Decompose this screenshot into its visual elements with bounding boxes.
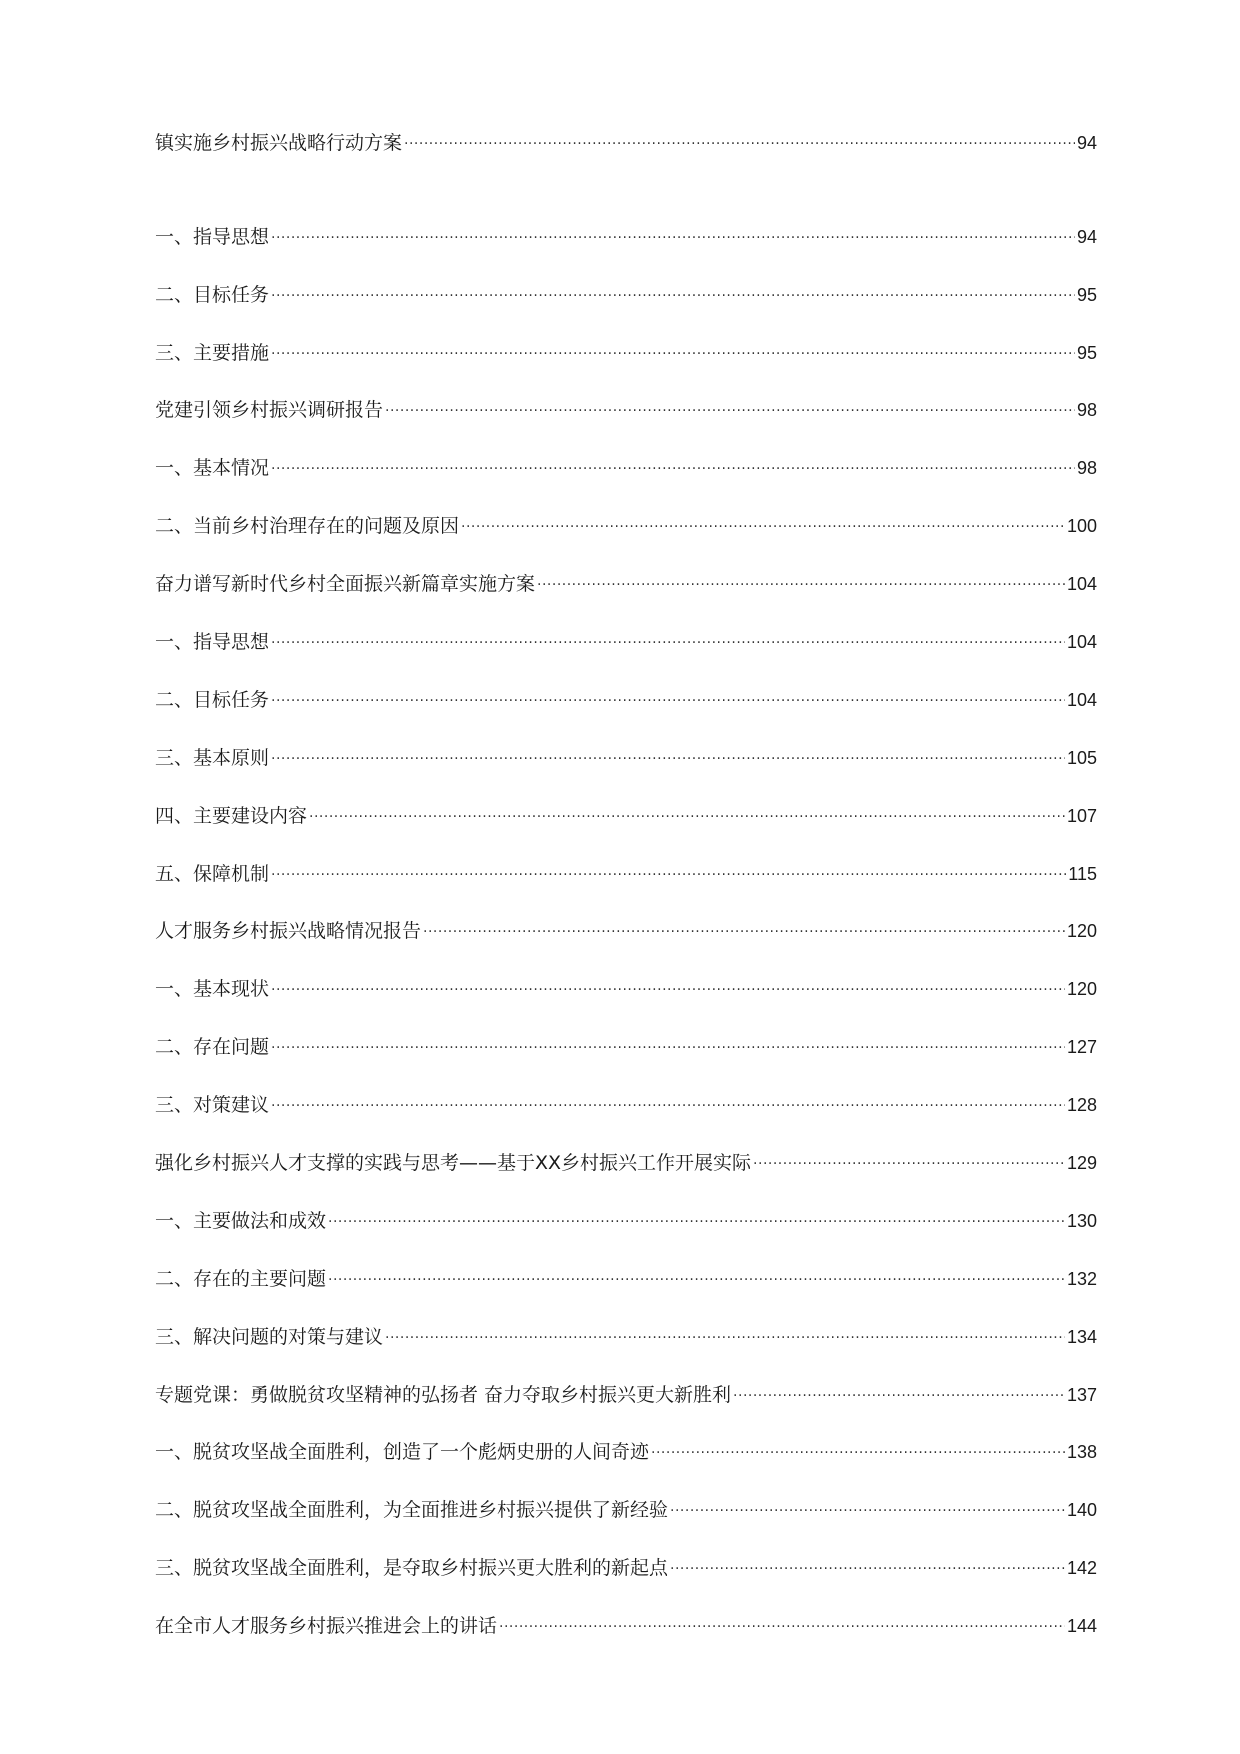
toc-dot-leader (499, 1618, 1065, 1634)
toc-entry[interactable] (155, 364, 1097, 422)
toc-entry[interactable] (155, 769, 1097, 827)
toc-page-number: 134 (1066, 1326, 1097, 1347)
toc-entry[interactable] (155, 1579, 1097, 1637)
toc-page-number: 137 (1066, 1384, 1097, 1405)
toc-page-number: 128 (1066, 1095, 1097, 1116)
toc-entry-title: 一、脱贫攻坚战全面胜利，创造了一个彪炳史册的人间奇迹 (155, 1441, 650, 1464)
toc-entry-title: 五、保障机制 (155, 862, 270, 885)
toc-entry-title: 二、存在问题 (155, 1036, 270, 1059)
toc-entry[interactable] (155, 306, 1097, 364)
toc-entry[interactable] (155, 421, 1097, 479)
toc-entry-title: 三、对策建议 (155, 1094, 270, 1117)
toc-dot-leader (328, 1213, 1065, 1229)
toc-entry-title: 人才服务乡村振兴战略情况报告 (155, 920, 422, 943)
toc-entry[interactable] (155, 248, 1097, 306)
toc-page-number: 120 (1066, 979, 1097, 1000)
toc-page-number: 94 (1076, 133, 1097, 153)
toc-page-number: 105 (1066, 747, 1097, 768)
toc-entry-title: 四、主要建设内容 (155, 804, 308, 827)
toc-page-number: 98 (1076, 400, 1097, 421)
toc-dot-leader (328, 1271, 1065, 1287)
toc-page-number: 100 (1066, 516, 1097, 537)
toc-entry-title: 一、基本现状 (155, 978, 270, 1001)
toc-page-number: 142 (1066, 1558, 1097, 1579)
toc-entry-title: 强化乡村振兴人才支撑的实践与思考——基于XX乡村振兴工作开展实际 (155, 1152, 752, 1175)
toc-dot-leader (271, 981, 1065, 997)
toc-page-number: 130 (1066, 1210, 1097, 1231)
toc-dot-leader (271, 460, 1075, 476)
toc-entry-title: 党建引领乡村振兴调研报告 (155, 399, 384, 422)
toc-dot-leader (385, 1329, 1065, 1345)
toc-page-number: 94 (1076, 226, 1097, 247)
toc-dot-leader (670, 1560, 1065, 1576)
toc-entry-title: 一、指导思想 (155, 225, 270, 248)
toc-page-number: 104 (1066, 632, 1097, 653)
toc-dot-leader (271, 345, 1075, 361)
toc-entry[interactable] (155, 942, 1097, 1000)
toc-entry[interactable] (155, 711, 1097, 769)
toc-page-number: 104 (1066, 574, 1097, 595)
toc-entry-title: 镇实施乡村振兴战略行动方案 (155, 132, 403, 154)
toc-page-number: 132 (1066, 1268, 1097, 1289)
toc-page-number: 129 (1066, 1153, 1097, 1174)
toc-entry-title: 一、主要做法和成效 (155, 1209, 327, 1232)
toc-entry-title: 三、主要措施 (155, 341, 270, 364)
toc-entry[interactable] (155, 190, 1097, 248)
toc-entry-title: 二、脱贫攻坚战全面胜利，为全面推进乡村振兴提供了新经验 (155, 1499, 669, 1522)
toc-dot-leader (753, 1155, 1065, 1171)
toc-dot-leader (385, 402, 1075, 418)
toc-dot-leader (423, 923, 1065, 939)
toc-page-number: 127 (1066, 1037, 1097, 1058)
toc-entry[interactable] (155, 1406, 1097, 1464)
toc-entry[interactable] (155, 1000, 1097, 1058)
table-of-contents (155, 132, 1097, 1637)
toc-dot-leader (271, 692, 1065, 708)
toc-entry[interactable] (155, 1058, 1097, 1116)
toc-dot-leader (271, 634, 1065, 650)
toc-entry[interactable] (155, 537, 1097, 595)
toc-page-number: 95 (1076, 284, 1097, 305)
toc-entry[interactable] (155, 132, 1097, 154)
toc-entry[interactable] (155, 885, 1097, 943)
toc-entry[interactable] (155, 1348, 1097, 1406)
toc-entry[interactable] (155, 827, 1097, 885)
toc-entry[interactable] (155, 595, 1097, 653)
toc-dot-leader (271, 1097, 1065, 1113)
toc-page-number: 95 (1076, 342, 1097, 363)
toc-entry[interactable] (155, 653, 1097, 711)
toc-entry-title: 一、指导思想 (155, 631, 270, 654)
toc-entry-title: 二、当前乡村治理存在的问题及原因 (155, 515, 460, 538)
toc-dot-leader (733, 1387, 1065, 1403)
toc-entry-title: 专题党课：勇做脱贫攻坚精神的弘扬者 奋力夺取乡村振兴更大新胜利 (155, 1383, 732, 1406)
toc-page-number: 120 (1066, 921, 1097, 942)
toc-dot-leader (404, 135, 1075, 151)
toc-entry-title: 二、目标任务 (155, 688, 270, 711)
toc-dot-leader (309, 808, 1065, 824)
toc-dot-leader (651, 1444, 1065, 1460)
toc-entry[interactable] (155, 479, 1097, 537)
toc-entry[interactable] (155, 1174, 1097, 1232)
toc-page-number: 107 (1066, 805, 1097, 826)
toc-page-number: 138 (1066, 1442, 1097, 1463)
toc-dot-leader (271, 866, 1066, 882)
toc-entry-title: 二、存在的主要问题 (155, 1267, 327, 1290)
toc-entry[interactable] (155, 1116, 1097, 1174)
toc-entry-title: 在全市人才服务乡村振兴推进会上的讲话 (155, 1615, 498, 1638)
toc-entry-title: 三、脱贫攻坚战全面胜利，是夺取乡村振兴更大胜利的新起点 (155, 1557, 669, 1580)
toc-dot-leader (271, 229, 1075, 245)
toc-entry[interactable] (155, 1521, 1097, 1579)
toc-entry-title: 一、基本情况 (155, 457, 270, 480)
toc-dot-leader (461, 518, 1065, 534)
toc-page-number: 104 (1066, 689, 1097, 710)
toc-dot-leader (537, 576, 1065, 592)
toc-page-number: 140 (1066, 1500, 1097, 1521)
toc-entry-title: 奋力谱写新时代乡村全面振兴新篇章实施方案 (155, 573, 536, 596)
toc-entry-title: 二、目标任务 (155, 283, 270, 306)
toc-entry[interactable] (155, 1463, 1097, 1521)
toc-dot-leader (271, 1039, 1065, 1055)
toc-page-number: 144 (1066, 1616, 1097, 1637)
toc-page-number: 98 (1076, 458, 1097, 479)
toc-dot-leader (271, 287, 1075, 303)
toc-page-number: 115 (1068, 863, 1097, 884)
toc-entry-title: 三、解决问题的对策与建议 (155, 1325, 384, 1348)
toc-entry[interactable] (155, 1290, 1097, 1348)
toc-dot-leader (271, 750, 1065, 766)
toc-entry[interactable] (155, 1232, 1097, 1290)
toc-entry-title: 三、基本原则 (155, 746, 270, 769)
toc-dot-leader (670, 1502, 1065, 1518)
